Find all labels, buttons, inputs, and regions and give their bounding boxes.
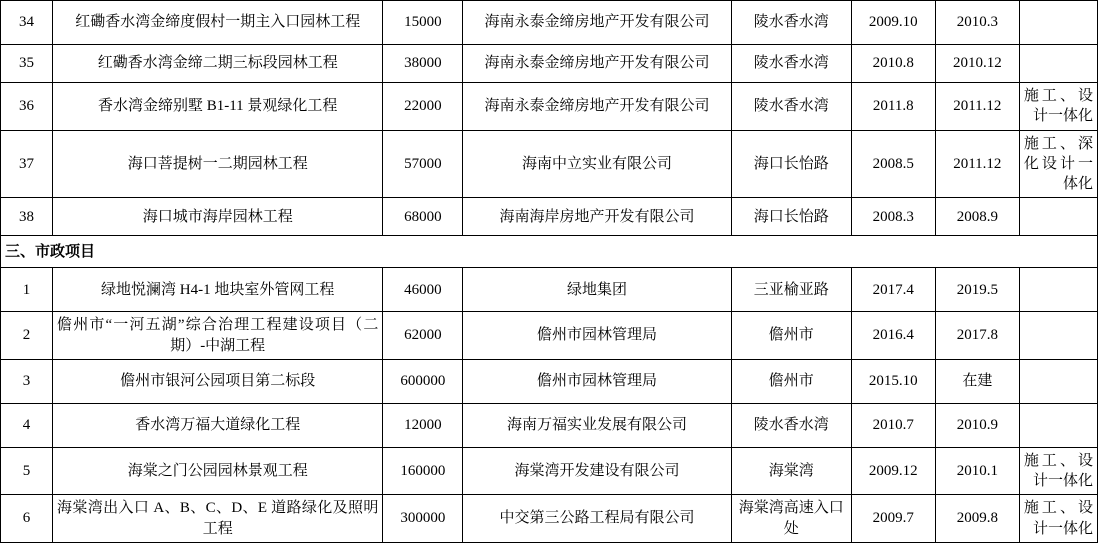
contract-amount: 300000 [383, 495, 463, 543]
contract-amount: 160000 [383, 447, 463, 495]
remark: 施工、设计一体化 [1019, 447, 1097, 495]
project-location: 三亚榆亚路 [731, 268, 851, 312]
table-body [1, 1, 1098, 543]
end-date: 在建 [935, 359, 1019, 403]
start-date: 2017.4 [851, 268, 935, 312]
project-location: 海棠湾高速入口处 [731, 495, 851, 543]
remark: 施工、设计一体化 [1019, 495, 1097, 543]
project-name: 绿地悦澜湾 H4-1 地块室外管网工程 [53, 268, 383, 312]
table-row [1, 495, 1098, 543]
end-date: 2010.9 [935, 403, 1019, 447]
contract-amount: 68000 [383, 198, 463, 236]
remark [1019, 198, 1097, 236]
start-date: 2009.7 [851, 495, 935, 543]
project-name: 香水湾金缔别墅 B1-11 景观绿化工程 [53, 83, 383, 131]
row-number: 1 [1, 268, 53, 312]
start-date: 2010.8 [851, 45, 935, 83]
end-date: 2019.5 [935, 268, 1019, 312]
row-number: 3 [1, 359, 53, 403]
owner-name: 绿地集团 [463, 268, 731, 312]
end-date: 2010.1 [935, 447, 1019, 495]
row-number: 5 [1, 447, 53, 495]
end-date: 2010.12 [935, 45, 1019, 83]
contract-amount: 12000 [383, 403, 463, 447]
contract-amount: 15000 [383, 1, 463, 45]
start-date: 2009.12 [851, 447, 935, 495]
table-row [1, 447, 1098, 495]
project-name: 儋州市银河公园项目第二标段 [53, 359, 383, 403]
end-date: 2017.8 [935, 312, 1019, 360]
table-row [1, 130, 1098, 198]
start-date: 2008.5 [851, 130, 935, 198]
contract-amount: 38000 [383, 45, 463, 83]
project-location: 陵水香水湾 [731, 403, 851, 447]
row-number: 2 [1, 312, 53, 360]
table-row [1, 1, 1098, 45]
project-location: 儋州市 [731, 359, 851, 403]
project-location: 陵水香水湾 [731, 83, 851, 131]
remark [1019, 312, 1097, 360]
owner-name: 海南永泰金缔房地产开发有限公司 [463, 45, 731, 83]
table-row [1, 268, 1098, 312]
project-location: 儋州市 [731, 312, 851, 360]
section-heading-municipal: 三、市政项目 [1, 236, 1098, 268]
remark [1019, 45, 1097, 83]
project-name: 儋州市“一河五湖”综合治理工程建设项目（二期）-中湖工程 [53, 312, 383, 360]
section-heading-row [1, 236, 1098, 268]
project-name: 海棠之门公园园林景观工程 [53, 447, 383, 495]
remark: 施工、深化设计一体化 [1019, 130, 1097, 198]
end-date: 2011.12 [935, 130, 1019, 198]
project-name: 红磡香水湾金缔度假村一期主入口园林工程 [53, 1, 383, 45]
project-name: 海口菩提树一二期园林工程 [53, 130, 383, 198]
start-date: 2009.10 [851, 1, 935, 45]
owner-name: 海南万福实业发展有限公司 [463, 403, 731, 447]
end-date: 2011.12 [935, 83, 1019, 131]
table-row [1, 403, 1098, 447]
contract-amount: 46000 [383, 268, 463, 312]
row-number: 35 [1, 45, 53, 83]
end-date: 2010.3 [935, 1, 1019, 45]
start-date: 2008.3 [851, 198, 935, 236]
start-date: 2010.7 [851, 403, 935, 447]
project-location: 陵水香水湾 [731, 1, 851, 45]
table-row [1, 312, 1098, 360]
owner-name: 海南永泰金缔房地产开发有限公司 [463, 1, 731, 45]
project-name: 红磡香水湾金缔二期三标段园林工程 [53, 45, 383, 83]
project-name: 海棠湾出入口 A、B、C、D、E 道路绿化及照明工程 [53, 495, 383, 543]
contract-amount: 22000 [383, 83, 463, 131]
remark [1019, 359, 1097, 403]
row-number: 34 [1, 1, 53, 45]
row-number: 4 [1, 403, 53, 447]
remark [1019, 403, 1097, 447]
row-number: 36 [1, 83, 53, 131]
project-location: 海口长怡路 [731, 130, 851, 198]
owner-name: 海南中立实业有限公司 [463, 130, 731, 198]
project-name: 香水湾万福大道绿化工程 [53, 403, 383, 447]
remark [1019, 1, 1097, 45]
contract-amount: 62000 [383, 312, 463, 360]
owner-name: 儋州市园林管理局 [463, 359, 731, 403]
table-row [1, 83, 1098, 131]
project-location: 海棠湾 [731, 447, 851, 495]
end-date: 2009.8 [935, 495, 1019, 543]
project-location: 陵水香水湾 [731, 45, 851, 83]
row-number: 6 [1, 495, 53, 543]
project-name: 海口城市海岸园林工程 [53, 198, 383, 236]
remark [1019, 268, 1097, 312]
start-date: 2015.10 [851, 359, 935, 403]
end-date: 2008.9 [935, 198, 1019, 236]
row-number: 37 [1, 130, 53, 198]
row-number: 38 [1, 198, 53, 236]
start-date: 2011.8 [851, 83, 935, 131]
table-row [1, 198, 1098, 236]
contract-amount: 600000 [383, 359, 463, 403]
contract-amount: 57000 [383, 130, 463, 198]
table-row [1, 359, 1098, 403]
owner-name: 中交第三公路工程局有限公司 [463, 495, 731, 543]
owner-name: 儋州市园林管理局 [463, 312, 731, 360]
owner-name: 海棠湾开发建设有限公司 [463, 447, 731, 495]
table-row [1, 45, 1098, 83]
project-location: 海口长怡路 [731, 198, 851, 236]
owner-name: 海南海岸房地产开发有限公司 [463, 198, 731, 236]
owner-name: 海南永泰金缔房地产开发有限公司 [463, 83, 731, 131]
start-date: 2016.4 [851, 312, 935, 360]
remark: 施工、设计一体化 [1019, 83, 1097, 131]
